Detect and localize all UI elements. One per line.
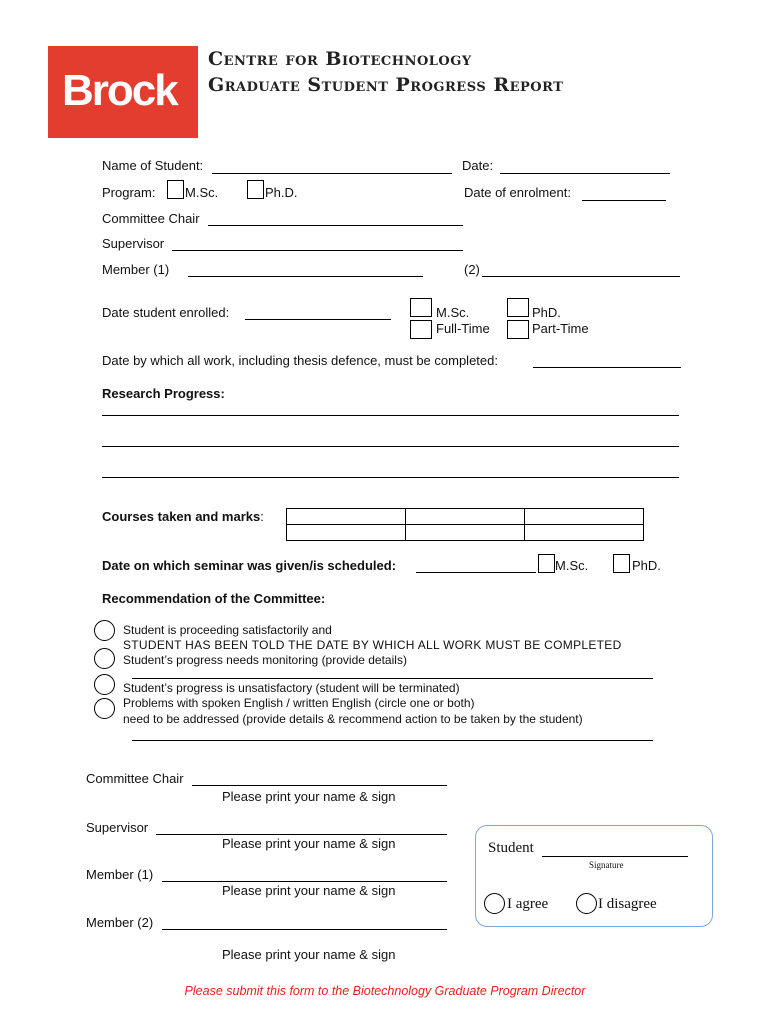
date-field[interactable] [500, 173, 670, 174]
enrolled-parttime-checkbox[interactable] [507, 320, 529, 339]
date-student-enrolled-field[interactable] [245, 319, 391, 320]
enrolled-fulltime-checkbox[interactable] [410, 320, 432, 339]
seminar-label: Date on which seminar was given/is scheduled: [102, 558, 397, 573]
brock-logo [48, 46, 198, 138]
enrolled-phd-label: PhD. [532, 305, 561, 320]
disagree-radio[interactable] [576, 893, 597, 914]
name-of-student-label: Name of Student: [102, 158, 204, 173]
form-title-line1: Centre for Biotechnology [208, 48, 472, 70]
supervisor-label: Supervisor [102, 236, 165, 251]
sig-member2-field[interactable] [162, 929, 447, 930]
recommend-monitoring-radio[interactable] [94, 648, 115, 669]
enrolled-msc-checkbox[interactable] [410, 298, 432, 317]
committee-chair-label: Committee Chair [102, 211, 200, 226]
footer-note: Please submit this form to the Biotechnology Graduate Program Director [184, 984, 586, 998]
recommendation-label: Recommendation of the Committee: [102, 591, 326, 606]
enrolled-msc-label: M.Sc. [436, 305, 470, 320]
research-progress-line-1[interactable] [102, 415, 679, 416]
completion-date-label: Date by which all work, including thesis defence, must be completed: [102, 353, 498, 368]
sig-supervisor-label: Supervisor [86, 820, 149, 835]
disagree-label: I disagree [598, 896, 657, 912]
member2-field[interactable] [482, 276, 680, 277]
program-label: Program: [102, 185, 156, 200]
program-msc-label: M.Sc. [185, 185, 219, 200]
student-label: Student [488, 840, 534, 856]
courses-cell[interactable] [525, 525, 644, 541]
agree-label: I agree [507, 896, 549, 912]
member1-field[interactable] [188, 276, 423, 277]
courses-cell[interactable] [287, 525, 406, 541]
sig-member1-field[interactable] [162, 881, 447, 882]
date-of-enrolment-field[interactable] [582, 200, 666, 201]
seminar-msc-checkbox[interactable] [538, 554, 555, 573]
recommend-satisfactory-text-2: STUDENT HAS BEEN TOLD THE DATE BY WHICH ALL WORK MUST BE COMPLETED [123, 638, 622, 652]
sig-committee-chair-hint: Please print your name & sign [222, 789, 396, 804]
sig-member1-hint: Please print your name & sign [222, 883, 396, 898]
student-signature-field[interactable] [542, 856, 688, 857]
sig-member2-label: Member (2) [86, 915, 154, 930]
research-progress-label: Research Progress: [102, 386, 225, 401]
courses-cell[interactable] [525, 509, 644, 525]
seminar-phd-label: PhD. [632, 558, 661, 573]
signature-caption: Signature [589, 860, 624, 870]
courses-label-wrap [102, 509, 264, 524]
agree-radio[interactable] [484, 893, 505, 914]
logo-text: Brock [62, 66, 177, 115]
seminar-msc-label: M.Sc. [555, 558, 589, 573]
sig-committee-chair-field[interactable] [192, 785, 447, 786]
recommend-unsatisfactory-text: Student’s progress is unsatisfactory (student will be terminated) [123, 681, 460, 695]
enrolled-phd-checkbox[interactable] [507, 298, 529, 317]
courses-cell[interactable] [287, 509, 406, 525]
supervisor-field[interactable] [172, 250, 463, 251]
member1-label: Member (1) [102, 262, 170, 277]
seminar-phd-checkbox[interactable] [613, 554, 630, 573]
sig-supervisor-hint: Please print your name & sign [222, 836, 396, 851]
sig-committee-chair-label: Committee Chair [86, 771, 184, 786]
recommend-unsatisfactory-radio[interactable] [94, 674, 115, 695]
form-title-line2: Graduate Student Progress Report [208, 74, 564, 96]
seminar-date-field[interactable] [416, 572, 536, 573]
english-details-field[interactable] [132, 740, 653, 741]
courses-colon: : [260, 509, 264, 524]
program-phd-label: Ph.D. [265, 185, 298, 200]
date-label: Date: [462, 158, 494, 173]
sig-member2-hint: Please print your name & sign [222, 947, 396, 962]
date-of-enrolment-label: Date of enrolment: [464, 185, 571, 200]
sig-member1-label: Member (1) [86, 867, 154, 882]
courses-table [286, 508, 644, 541]
student-signature-box [475, 825, 713, 927]
date-student-enrolled-label: Date student enrolled: [102, 305, 230, 320]
courses-label: Courses taken and marks [102, 509, 261, 524]
recommend-english-radio[interactable] [94, 698, 115, 719]
research-progress-line-3[interactable] [102, 477, 679, 478]
recommend-english-text: Problems with spoken English / written English (circle one or both) [123, 696, 475, 710]
courses-cell[interactable] [406, 509, 525, 525]
monitoring-details-field[interactable] [132, 678, 653, 679]
program-msc-checkbox[interactable] [167, 180, 184, 199]
research-progress-line-2[interactable] [102, 446, 679, 447]
name-of-student-field[interactable] [212, 173, 452, 174]
completion-date-field[interactable] [533, 367, 681, 368]
courses-cell[interactable] [406, 525, 525, 541]
recommend-satisfactory-radio[interactable] [94, 620, 115, 641]
recommend-english-text-2: need to be addressed (provide details & recommend action to be taken by the student) [123, 712, 583, 726]
table-row [287, 509, 644, 525]
enrolled-fulltime-label: Full-Time [436, 321, 490, 336]
recommend-satisfactory-text: Student is proceeding satisfactorily and [123, 623, 332, 637]
enrolled-parttime-label: Part-Time [532, 321, 589, 336]
committee-chair-field[interactable] [208, 225, 463, 226]
member2-label: (2) [464, 262, 480, 277]
recommend-monitoring-text: Student’s progress needs monitoring (provide details) [123, 653, 407, 667]
table-row [287, 525, 644, 541]
sig-supervisor-field[interactable] [156, 834, 447, 835]
program-phd-checkbox[interactable] [247, 180, 264, 199]
